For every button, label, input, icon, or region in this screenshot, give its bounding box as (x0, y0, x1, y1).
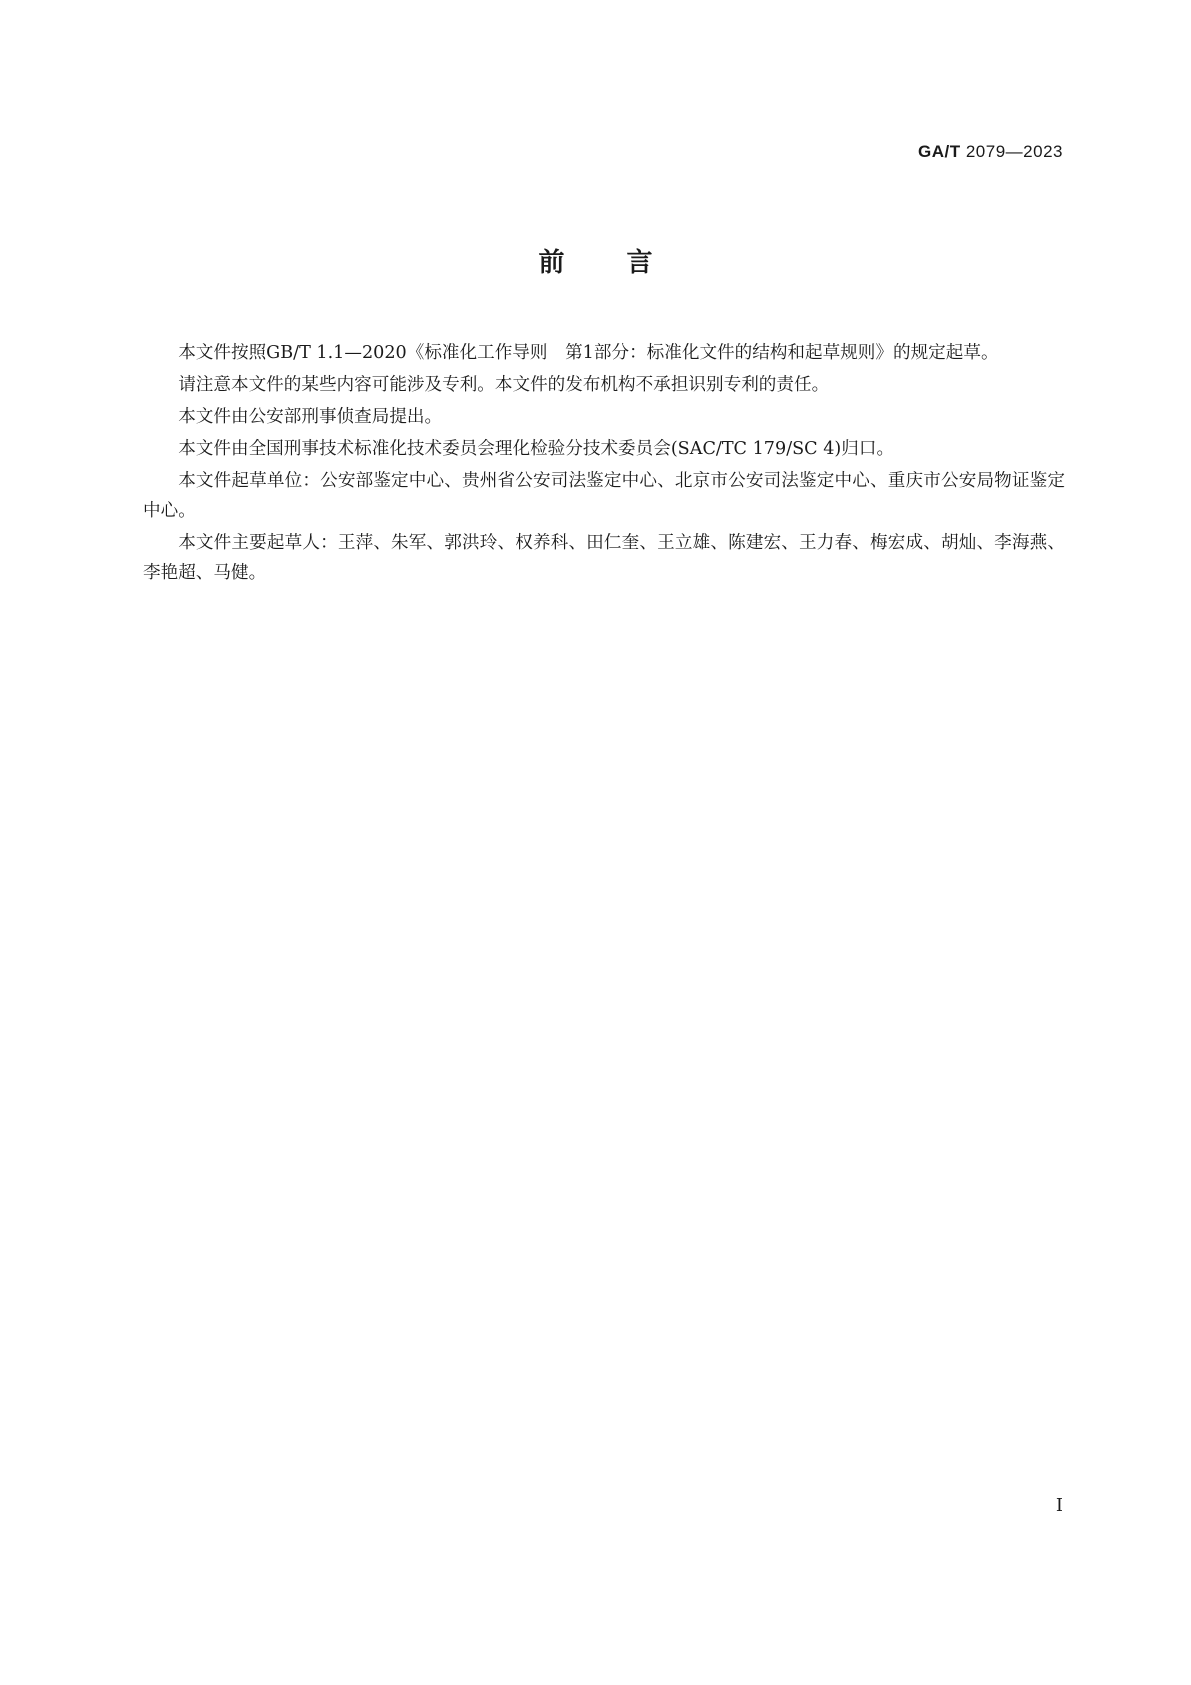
page-title: 前言 (538, 248, 715, 278)
document-code-prefix: GA/T (918, 142, 961, 161)
paragraph-drafting-rules: 本文件按照GB/T 1.1—2020《标准化工作导则 第1部分：标准化文件的结构和起草规则》的规定起草。 (178, 343, 999, 363)
foreword-body (143, 338, 1065, 590)
paragraph-patent-notice: 请注意本文件的某些内容可能涉及专利。本文件的发布机构不承担识别专利的责任。 (178, 375, 830, 395)
paragraph-proposer: 本文件由公安部刑事侦查局提出。 (178, 407, 443, 427)
paragraph-drafting-units: 本文件起草单位：公安部鉴定中心、贵州省公安司法鉴定中心、北京市公安司法鉴定中心、重庆市公安局物证鉴定中心。 (143, 471, 1065, 521)
page-number: I (1055, 1495, 1063, 1516)
paragraph-main-drafters: 本文件主要起草人：王萍、朱军、郭洪玲、权养科、田仁奎、王立雄、陈建宏、王力春、梅宏成、胡灿、李海燕、李艳超、马健。 (143, 533, 1065, 583)
document-code (918, 140, 1063, 164)
document-code-number: 2079—2023 (960, 142, 1063, 161)
paragraph-technical-committee: 本文件由全国刑事技术标准化技术委员会理化检验分技术委员会(SAC/TC 179/SC 4)归口。 (178, 439, 895, 459)
